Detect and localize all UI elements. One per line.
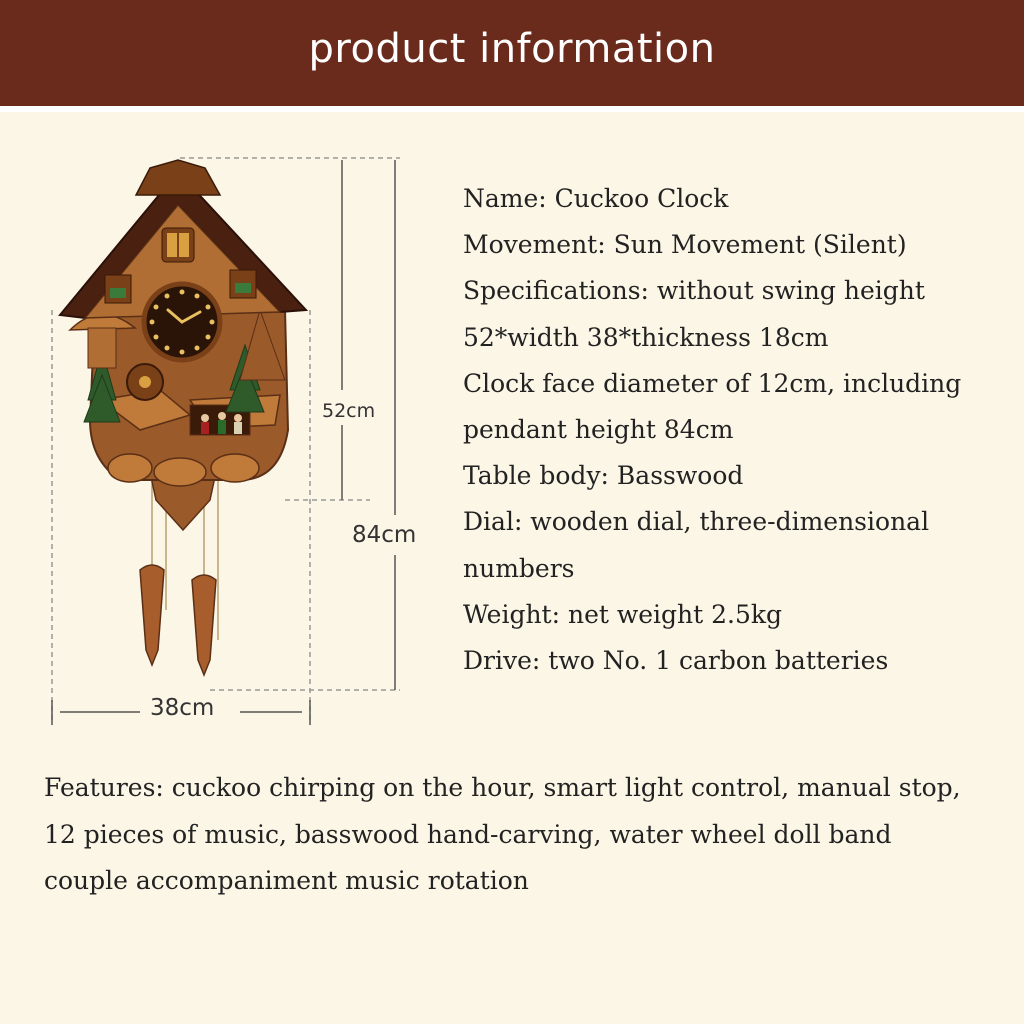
mushroom-stem <box>88 328 116 368</box>
spec-line: Weight: net weight 2.5kg <box>463 599 783 629</box>
header-banner <box>0 0 1024 106</box>
dolls <box>201 412 242 434</box>
roof-top <box>136 160 220 195</box>
width-label: 38cm <box>150 695 215 721</box>
features-line: 12 pieces of music, basswood hand-carving, water wheel doll band <box>44 819 892 849</box>
spec-line: numbers <box>463 553 575 583</box>
total-height-label: 84cm <box>352 522 417 548</box>
cuckoo-clock-illustration <box>40 150 440 740</box>
height-label: 52cm <box>322 400 376 422</box>
spec-line: Specifications: without swing height <box>463 276 925 306</box>
spec-line: Dial: wooden dial, three-dimensional <box>463 507 930 537</box>
spec-line: Table body: Basswood <box>463 461 744 491</box>
pine-cone-weights <box>140 565 216 675</box>
features-line: couple accompaniment music rotation <box>44 866 529 895</box>
spec-line: Clock face diameter of 12cm, including <box>463 368 962 398</box>
features-line: Features: cuckoo chirping on the hour, smart light control, manual stop, <box>44 773 961 802</box>
product-figure <box>40 150 440 740</box>
spec-list <box>463 176 1008 684</box>
spec-line: Movement: Sun Movement (Silent) <box>463 230 907 260</box>
spec-line: pendant height 84cm <box>463 415 734 445</box>
cuckoo-door <box>162 228 194 262</box>
header-divider <box>0 106 1024 112</box>
water-wheel-hub <box>139 376 151 388</box>
spec-line: 52*width 38*thickness 18cm <box>463 322 829 352</box>
features-text <box>44 765 994 905</box>
page-title: product information <box>308 26 716 72</box>
spec-line: Name: Cuckoo Clock <box>463 184 729 213</box>
spec-line: Drive: two No. 1 carbon batteries <box>463 646 889 676</box>
